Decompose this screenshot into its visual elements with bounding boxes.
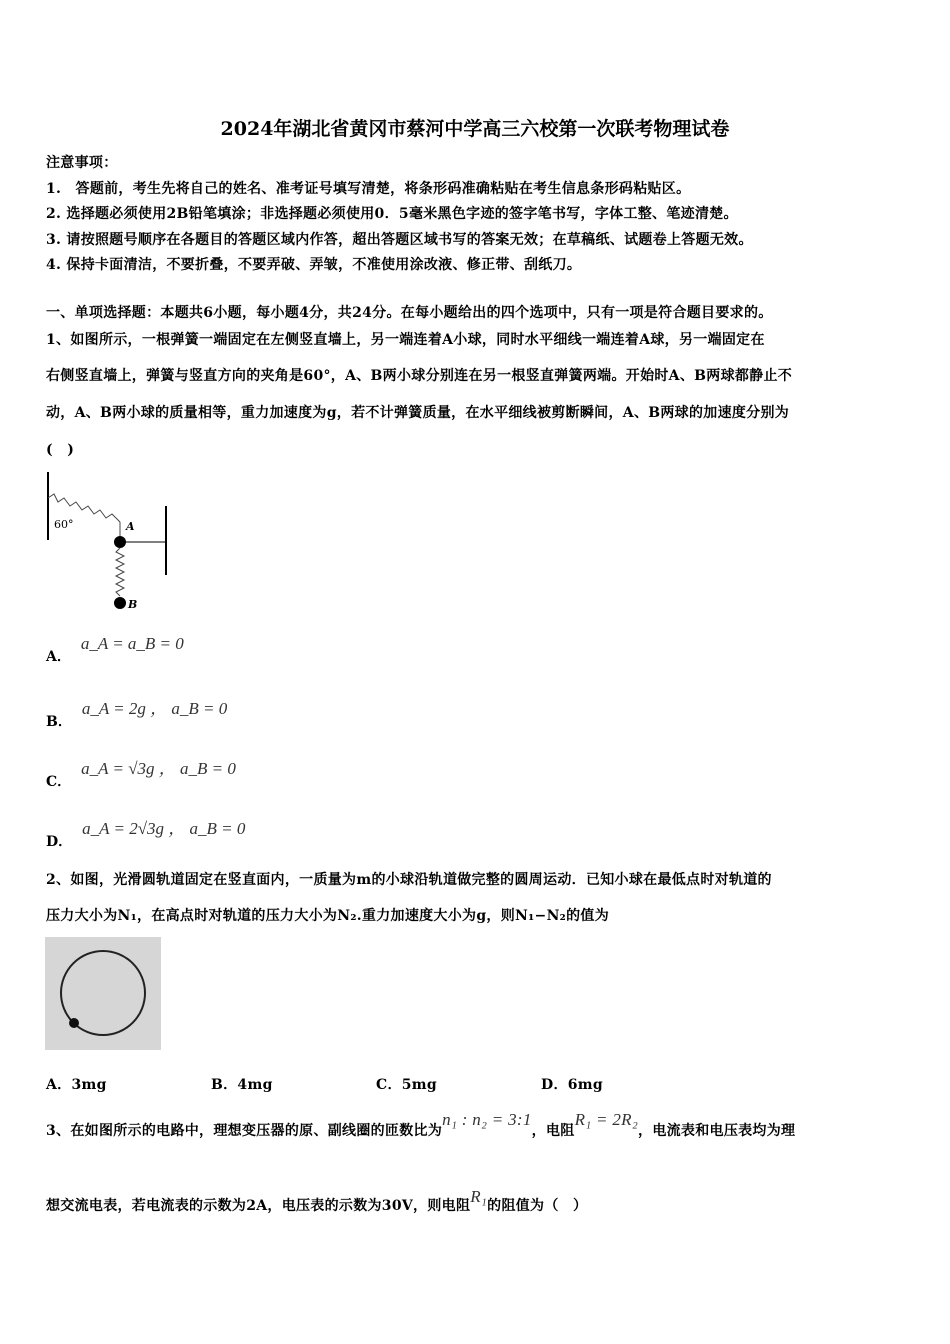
r1-math: R₁ [470, 1187, 488, 1206]
notes-heading: 注意事项： [46, 155, 118, 171]
section-heading: 一、单项选择题：本题共6小题，每小题4分，共24分。在每小题给出的四个选项中，只有一项是符合题目要求的。 [46, 305, 773, 321]
label-b: B [128, 598, 138, 611]
q3-line-2 [46, 1187, 588, 1215]
q3-text: ，电流表和电压表均为理 [638, 1123, 796, 1139]
ratio-math: n₁ : n₂ = 3:1 [442, 1110, 532, 1129]
circle-track-figure [45, 937, 161, 1050]
option-label: C． [46, 774, 72, 790]
q2-option-b[interactable]: B．4mg [211, 1077, 273, 1093]
q2-option-c[interactable]: C．5mg [376, 1077, 437, 1093]
q1-text: 1、如图所示，一根弹簧一端固定在左侧竖直墙上，另一端连着A小球，同时水平细线一端连着A球，另一端固定在 [46, 332, 765, 348]
q2-option-a[interactable]: A．3mg [46, 1077, 107, 1093]
option-label: A． [46, 649, 71, 665]
option-math: a_A = 2g ， a_B = 0 [81, 699, 228, 718]
option-math: a_A = 2√3g ， a_B = 0 [82, 819, 246, 838]
note-item: 4. 保持卡面清洁，不要折叠，不要弄破、弄皱，不准使用涂改液、修正带、刮纸刀。 [46, 257, 582, 273]
note-item: 3. 请按照题号顺序在各题目的答题区域内作答，超出答题区域书写的答案无效；在草稿纸、试题卷上答题无效。 [46, 232, 753, 248]
option-label: B． [46, 714, 72, 730]
q1-option-c[interactable] [46, 759, 236, 791]
q3-text: 3、在如图所示的电路中，理想变压器的原、副线圈的匝数比为 [46, 1123, 443, 1139]
q1-option-a[interactable] [46, 634, 184, 666]
q2-option-d[interactable]: D．6mg [541, 1077, 603, 1093]
q1-text: 右侧竖直墙上，弹簧与竖直方向的夹角是60°，A、B两小球分别连在另一根竖直弹簧两端。开始时A、B两球都静止不 [46, 368, 793, 384]
resist-math: R₁ = 2R₂ [574, 1110, 639, 1129]
option-math: a_A = a_B = 0 [80, 634, 184, 653]
spring-figure [40, 470, 175, 615]
page-title: 2024年湖北省黄冈市蔡河中学高三六校第一次联考物理试卷 [220, 118, 730, 140]
note-item: 2. 选择题必须使用2B铅笔填涂；非选择题必须使用0．5毫米黑色字迹的签字笔书写，字体工整、笔迹清楚。 [46, 206, 738, 222]
q3-text: ，电阻 [531, 1123, 575, 1139]
q2-text: 压力大小为N₁，在高点时对轨道的压力大小为N₂.重力加速度大小为g，则N₁−N₂的值为 [46, 908, 610, 924]
q2-text: 2、如图，光滑圆轨道固定在竖直面内，一质量为m的小球沿轨道做完整的圆周运动．已知小球在最低点时对轨道的 [46, 872, 772, 888]
label-a: A [126, 520, 135, 533]
q3-text: 想交流电表，若电流表的示数为2A，电压表的示数为30V，则电阻 [46, 1198, 471, 1214]
q1-option-b[interactable] [46, 699, 228, 731]
note-item: 1. 答题前，考生先将自己的姓名、准考证号填写清楚，将条形码准确粘贴在考生信息条形码粘贴区。 [46, 181, 691, 197]
angle-label: 60° [54, 518, 74, 531]
q1-option-d[interactable] [46, 819, 246, 851]
q3-line-1 [46, 1110, 796, 1140]
option-label: D． [46, 834, 73, 850]
option-math: a_A = √3g ， a_B = 0 [81, 759, 236, 778]
q3-text: 的阻值为（ ） [487, 1198, 588, 1214]
q1-text: ( ) [46, 442, 75, 458]
q1-text: 动，A、B两小球的质量相等，重力加速度为g，若不计弹簧质量，在水平细线被剪断瞬间，A、B两球的加速度分别为 [46, 405, 790, 421]
